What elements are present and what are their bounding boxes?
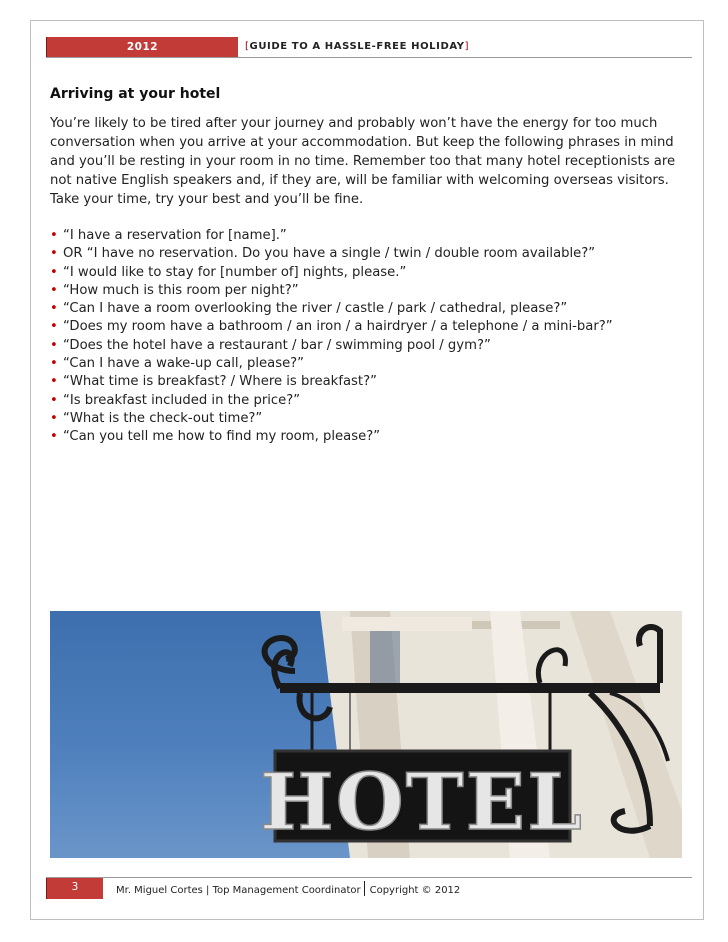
bullet-icon: • [50,319,58,335]
phrase-list-item [50,337,700,355]
hotel-sign-photo [50,611,682,858]
phrase-text: “What time is breakfast? / Where is breakfast?” [63,374,377,390]
bullet-icon: • [50,246,58,262]
phrase-text: “Can I have a wake-up call, please?” [63,356,305,372]
footer-text [116,881,460,896]
phrase-list-item [50,428,700,446]
bullet-icon: • [50,356,58,372]
phrase-text: “What is the check-out time?” [63,410,263,426]
footer-rule [46,877,692,878]
phrase-text: “I have a reservation for [name].” [63,228,287,243]
bullet-icon: • [50,392,58,408]
page-header [46,37,692,57]
phrase-list-item [50,264,700,282]
footer-copyright: Copyright © 2012 [369,885,461,896]
header-rule [46,57,692,58]
header-year: 2012 [46,37,238,57]
hotel-sign-illustration [50,611,682,858]
phrase-list-item [50,410,700,428]
phrase-text: “Can I have a room overlooking the river / castle / park / cathedral, please?” [63,301,568,317]
bullet-icon: • [50,228,58,243]
bullet-icon: • [50,264,58,280]
page-footer [46,877,692,901]
bullet-icon: • [50,337,58,353]
footer-author: Mr. Miguel Cortes | Top Management Coordinator [116,885,361,896]
bullet-icon: • [50,429,58,445]
header-bracket-close: ] [464,41,470,52]
phrase-list-item [50,392,700,410]
phrase-list-item [50,373,700,391]
section-heading: Arriving at your hotel [50,86,221,102]
phrase-text: “How much is this room per night?” [63,282,299,298]
bullet-icon: • [50,282,58,298]
phrase-text: “I would like to stay for [number of] nights, please.” [63,264,407,280]
header-bracket-open: [ [245,41,250,52]
bullet-icon: • [50,410,58,426]
intro-paragraph: You’re likely to be tired after your journey and probably won’t have the energy for too much conversation when you arrive at your accommodation. But keep the following phrases in mind and you’ll be resting in your room in no time. Remember too that many hotel receptionists are not native English speakers and, if they are, will be familiar with welcoming overseas visitors. Take your time, try your best and you’ll be fine. [50,116,676,207]
phrase-list-item [50,227,700,245]
phrase-list-item [50,282,700,300]
footer-page-number: 3 [46,878,103,899]
phrase-text: “Can you tell me how to find my room, please?” [63,429,381,445]
bullet-icon: • [50,374,58,390]
bullet-icon: • [50,301,58,317]
phrase-text: “Does the hotel have a restaurant / bar / swimming pool / gym?” [63,337,491,353]
phrase-list-item [50,355,700,373]
footer-divider [364,881,365,896]
phrase-list [50,227,700,447]
phrase-text: OR “I have no reservation. Do you have a single / twin / double room available?” [63,246,596,262]
phrase-text: “Is breakfast included in the price?” [63,392,301,408]
phrase-list-item [50,318,700,336]
header-title [245,37,469,57]
phrase-list-item [50,245,700,263]
header-title-text: GUIDE TO A HASSLE-FREE HOLIDAY [249,41,465,52]
phrase-text: “Does my room have a bathroom / an iron / a hairdryer / a telephone / a mini-bar?” [63,319,613,335]
hotel-sign-text: HOTEL [260,757,584,848]
phrase-list-item [50,300,700,318]
